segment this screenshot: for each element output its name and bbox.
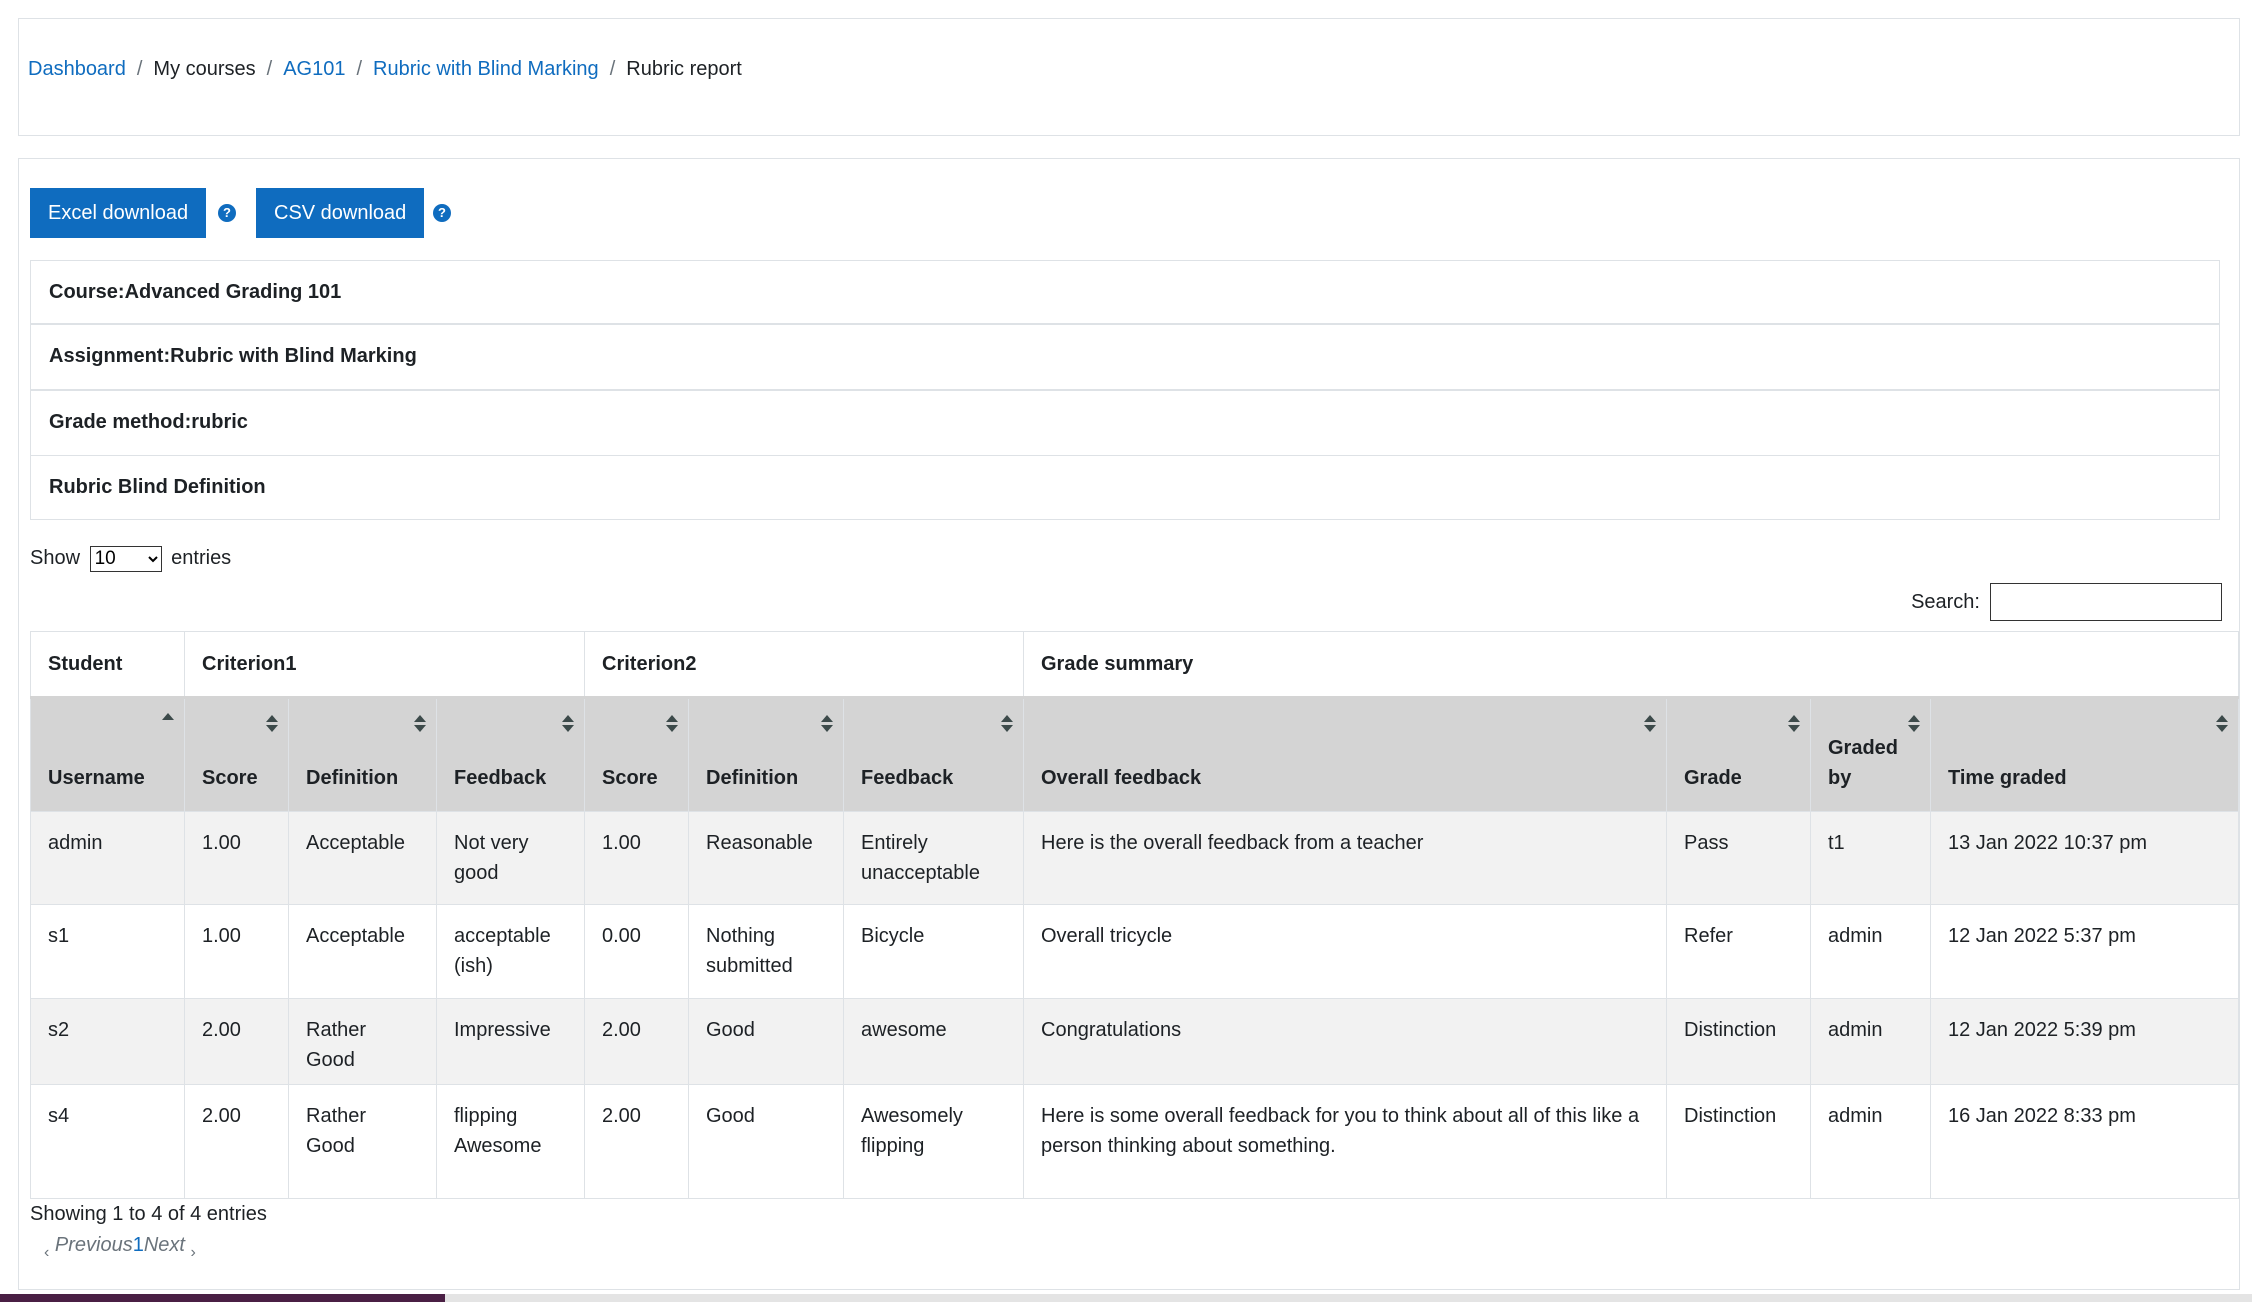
cell-time-graded: 16 Jan 2022 8:33 pm [1931,1085,2239,1199]
cell-c1-feedback: Not very good [437,812,585,905]
column-header-label: Graded by [1828,737,1899,789]
breadcrumb-assignment-link[interactable]: Rubric with Blind Marking [373,58,599,80]
table-info: Showing 1 to 4 of 4 entries [30,1203,267,1225]
column-header-overall-feedback[interactable] [1024,698,1667,812]
table-row [31,905,2239,999]
cell-time-graded: 13 Jan 2022 10:37 pm [1931,812,2239,905]
search-label: Search: [1911,590,1980,613]
cell-graded-by: admin [1811,999,1931,1085]
column-header-c2-feedback[interactable] [844,698,1024,812]
cell-c2-definition: Nothing submitted [689,905,844,999]
sort-icon [266,715,278,733]
cell-time-graded: 12 Jan 2022 5:37 pm [1931,905,2239,999]
column-header-label: Username [48,767,145,789]
excel-download-button[interactable]: Excel download [30,188,206,238]
cell-c1-score: 2.00 [185,1085,289,1199]
column-header-c1-score[interactable] [185,698,289,812]
cell-username: s2 [31,999,185,1085]
cell-graded-by: t1 [1811,812,1931,905]
column-header-c1-feedback[interactable] [437,698,585,812]
sort-icon [414,715,426,733]
column-header-c2-score[interactable] [585,698,689,812]
breadcrumb-course-link[interactable]: AG101 [283,58,346,80]
cell-c1-definition: Acceptable [289,812,437,905]
cell-username: admin [31,812,185,905]
cell-graded-by: admin [1811,905,1931,999]
cell-c2-score: 0.00 [585,905,689,999]
search-input[interactable] [1990,583,2222,621]
bottom-edge-bar [0,1294,2252,1302]
chevron-right-icon: › [190,1244,196,1261]
sort-icon [821,715,833,733]
sort-asc-icon [162,713,174,731]
column-header-time-graded[interactable] [1931,698,2239,812]
cell-grade: Distinction [1667,999,1811,1085]
cell-overall-feedback: Congratulations [1024,999,1667,1085]
grade-method-info: Grade method:rubric [30,390,2220,456]
table-row [31,1085,2239,1199]
column-header-label: Definition [306,767,399,789]
cell-username: s1 [31,905,185,999]
column-header-label: Definition [706,767,799,789]
cell-c2-score: 2.00 [585,999,689,1085]
group-header-criterion2: Criterion2 [585,632,1024,698]
cell-c2-score: 2.00 [585,1085,689,1199]
breadcrumb-current-page: Rubric report [626,58,742,80]
breadcrumb-separator: / [609,58,616,80]
cell-c2-score: 1.00 [585,812,689,905]
cell-c1-definition: Rather Good [289,999,437,1085]
excel-help-icon[interactable]: ? [218,204,236,222]
column-header-c1-definition[interactable] [289,698,437,812]
assignment-info: Assignment:Rubric with Blind Marking [30,324,2220,390]
column-header-label: Overall feedback [1041,767,1202,789]
cell-grade: Pass [1667,812,1811,905]
cell-grade: Refer [1667,905,1811,999]
column-header-graded-by[interactable] [1811,698,1931,812]
group-header-student: Student [31,632,185,698]
cell-c2-definition: Good [689,999,844,1085]
table-row [31,999,2239,1085]
next-page-link[interactable]: Next [143,1234,185,1256]
cell-time-graded: 12 Jan 2022 5:39 pm [1931,999,2239,1085]
entries-per-page-select[interactable] [90,546,162,572]
sort-icon [666,715,678,733]
cell-c1-feedback: Impressive [437,999,585,1085]
sort-icon [1788,715,1800,733]
cell-c1-score: 1.00 [185,905,289,999]
column-header-label: Grade [1684,767,1742,789]
cell-c2-feedback: Awesomely flipping [844,1085,1024,1199]
csv-help-icon[interactable]: ? [433,204,451,222]
cell-c1-definition: Rather Good [289,1085,437,1199]
cell-c1-score: 2.00 [185,999,289,1085]
entries-length-control [30,543,231,573]
breadcrumb-my-courses: My courses [153,58,256,80]
group-header-criterion1: Criterion1 [185,632,585,698]
breadcrumb-separator: / [266,58,273,80]
column-header-label: Feedback [454,767,547,789]
breadcrumb-separator: / [136,58,143,80]
cell-graded-by: admin [1811,1085,1931,1199]
cell-c2-definition: Good [689,1085,844,1199]
cell-c1-feedback: flipping Awesome [437,1085,585,1199]
breadcrumb-separator: / [356,58,363,80]
cell-c2-definition: Reasonable [689,812,844,905]
table-search [1911,583,2222,621]
sort-icon [1001,715,1013,733]
column-header-label: Feedback [861,767,954,789]
cell-c2-feedback: Bicycle [844,905,1024,999]
column-header-label: Score [202,767,258,789]
column-header-label: Score [602,767,658,789]
table-row [31,812,2239,905]
breadcrumb [28,58,742,81]
pagination [44,1234,196,1261]
cell-c2-feedback: Entirely unacceptable [844,812,1024,905]
group-header-grade-summary: Grade summary [1024,632,2239,698]
chevron-left-icon: ‹ [44,1244,50,1261]
sort-icon [562,715,574,733]
previous-page-link[interactable]: Previous [54,1234,133,1256]
rubric-report-table [30,631,2239,1199]
show-label: Show [30,547,81,569]
entries-label: entries [171,547,232,569]
cell-overall-feedback: Overall tricycle [1024,905,1667,999]
column-header-label: Time graded [1948,767,2067,789]
cell-username: s4 [31,1085,185,1199]
breadcrumb-dashboard-link[interactable]: Dashboard [28,58,126,80]
column-header-username[interactable] [31,698,185,812]
column-header-c2-definition[interactable] [689,698,844,812]
sort-icon [2216,715,2228,733]
cell-c1-definition: Acceptable [289,905,437,999]
cell-c1-score: 1.00 [185,812,289,905]
course-info: Course:Advanced Grading 101 [30,260,2220,324]
cell-overall-feedback: Here is the overall feedback from a teacher [1024,812,1667,905]
page-number-link[interactable]: 1 [132,1234,144,1256]
rubric-definition-info: Rubric Blind Definition [30,455,2220,520]
csv-download-button[interactable]: CSV download [256,188,424,238]
cell-c2-feedback: awesome [844,999,1024,1085]
cell-grade: Distinction [1667,1085,1811,1199]
sort-icon [1644,715,1656,733]
cell-overall-feedback: Here is some overall feedback for you to think about all of this like a person thinking about something. [1024,1085,1667,1199]
sort-icon [1908,715,1920,733]
column-header-grade[interactable] [1667,698,1811,812]
cell-c1-feedback: acceptable (ish) [437,905,585,999]
